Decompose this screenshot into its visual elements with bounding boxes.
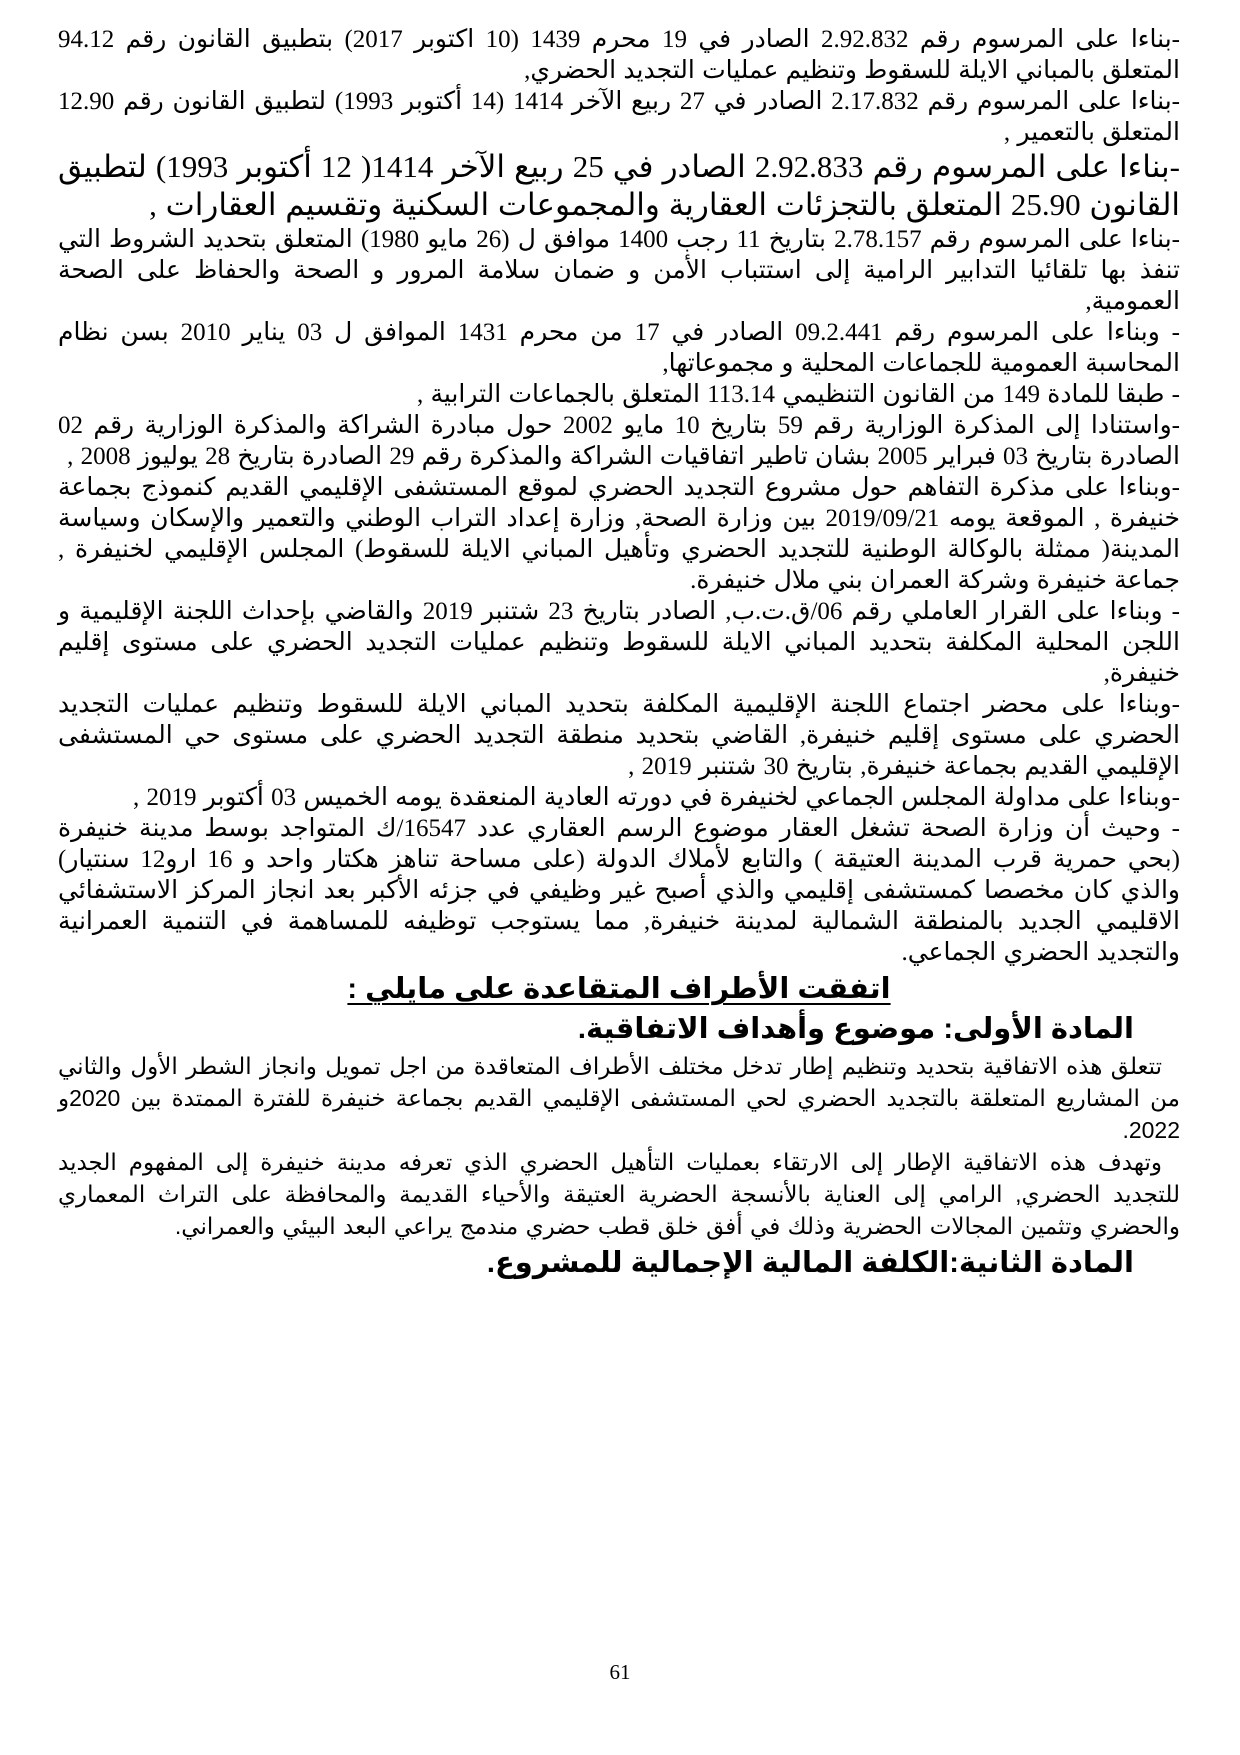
article-1-paragraph-1: تتعلق هذه الاتفاقية بتحديد وتنظيم إطار تدخل مختلف الأطراف المتعاقدة من اجل تمويل وانجاز الشطر الأول والثاني من المشاريع المتعلقة بالتجديد الحضري لحي المستشفى الإقليمي القديم بجماعة خنيفرة للفترة الممتدة بين 2020و 2022.	[58, 1053, 1180, 1143]
preamble-paragraph-9: - وبناءا على القرار العاملي رقم 06/ق.ت.ب, الصادر بتاريخ 23 شتنبر 2019 والقاضي بإحداث اللجنة الإقليمية و اللجن المحلية المكلفة بتحديد المباني الايلة للسقوط وتنظيم عمليات التجديد الحضري على مستوى إقليم خنيفرة,	[58, 598, 1180, 687]
article-1-title: المادة الأولى: موضوع وأهداف الاتفاقية.	[577, 1013, 1134, 1045]
preamble-paragraph-5: - وبناءا على المرسوم رقم 09.2.441 الصادر في 17 من محرم 1431 الموافق ل 03 يناير 2010 بسن نظام المحاسبة العمومية للجماعات المحلية و مجموعاتها,	[58, 319, 1181, 377]
preamble-paragraph-1: -بناءا على المرسوم رقم 2.92.832 الصادر في 19 محرم 1439 (10 اكتوبر 2017) بتطبيق القانون رقم 94.12 المتعلق بالمباني الايلة للسقوط وتنظيم عمليات التجديد الحضري,	[58, 26, 1180, 84]
article-2-title: المادة الثانية:الكلفة المالية الإجمالية للمشروع.	[486, 1247, 1134, 1279]
preamble-paragraph-7: -واستنادا إلى المذكرة الوزارية رقم 59 بتاريخ 10 مايو 2002 حول مبادرة الشراكة والمذكرة الوزارية رقم 02 الصادرة بتاريخ 03 فبراير 2005 بشان تاطير اتفاقيات الشراكة والمذكرة رقم 29 الصادرة بتاريخ 28 يوليوز 2008 ,	[58, 412, 1180, 470]
preamble-paragraph-8: -وبناءا على مذكرة التفاهم حول مشروع التجديد الحضري لموقع المستشفى الإقليمي القديم كنموذج بجماعة خنيفرة , الموقعة يومه 2019/09/21 بين وزارة الصحة, وزارة إعداد التراب الوطني والتعمير والإسكان وسياسة المدينة( ممثلة بالوكالة الوطنية للتجديد الحضري وتأهيل المباني الايلة للسقوط) المجلس الإقليمي لخنيفرة , جماعة خنيفرة وشركة العمران بني ملال خنيفرة.	[58, 474, 1180, 594]
article-1-paragraph-2: وتهدف هذه الاتفاقية الإطار إلى الارتقاء بعمليات التأهيل الحضري الذي تعرفه مدينة خنيفرة إلى المفهوم الجديد للتجديد الحضري, الرامي إلى العناية بالأنسجة الحضرية العتيقة والأحياء القديمة والمحافظة على التراث المعماري والحضري وتثمين المجالات الحضرية وذلك في أفق خلق قطب حضري مندمج يراعي البعد البيئي والعمراني.	[58, 1149, 1180, 1239]
preamble-paragraph-11: -وبناءا على مداولة المجلس الجماعي لخنيفرة في دورته العادية المنعقدة يومه الخميس 03 أكتوبر 2019 ,	[133, 784, 1180, 811]
preamble-paragraph-10: -وبناءا على محضر اجتماع اللجنة الإقليمية المكلفة بتحديد المباني الايلة للسقوط وتنظيم عمليات التجديد الحضري على مستوى إقليم خنيفرة, القاضي بتحديد منطقة التجديد الحضري على مستوى حي المستشفى الإقليمي القديم بجماعة خنيفرة, بتاريخ 30 شتنبر 2019 ,	[58, 691, 1180, 780]
page-number: 61	[609, 1660, 631, 1684]
preamble-paragraph-3: -بناءا على المرسوم رقم 2.92.833 الصادر في 25 ربيع الآخر 1414( 12 أكتوبر 1993) لتطبيق القانون 25.90 المتعلق بالتجزئات العقارية والمجموعات السكنية وتقسيم العقارات ,	[58, 149, 1180, 222]
preamble-paragraph-6: - طبقا للمادة 149 من القانون التنظيمي 113.14 المتعلق بالجماعات الترابية ,	[416, 381, 1180, 408]
preamble-paragraph-2: -بناءا على المرسوم رقم 2.17.832 الصادر في 27 ربيع الآخر 1414 (14 أكتوبر 1993) لتطبيق القانون رقم 12.90 المتعلق بالتعمير ,	[58, 88, 1181, 146]
agreement-heading	[58, 970, 1180, 1008]
preamble-paragraph-4: -بناءا على المرسوم رقم 2.78.157 بتاريخ 11 رجب 1400 موافق ل (26 مايو 1980) المتعلق بتحديد الشروط التي تنفذ بها تلقائيا التدابير الرامية إلى استتباب الأمن و ضمان سلامة المرور و الصحة والحفاظ على الصحة العمومية,	[58, 226, 1180, 315]
document-page	[58, 24, 1180, 1284]
agreement-heading-text: اتفقت الأطراف المتقاعدة على مايلي :	[347, 973, 891, 1005]
preamble-paragraph-12: - وحيث أن وزارة الصحة تشغل العقار موضوع الرسم العقاري عدد 16547/ك المتواجد بوسط مدينة خنيفرة (بحي حمرية قرب المدينة العتيقة ) والتابع لأملاك الدولة (على مساحة تناهز هكتار واحد و 16 ارو12 سنتيار) والذي كان مخصصا كمستشفى إقليمي والذي أصبح غير وظيفي في جزئه الأكبر بعد انجاز المركز الاستشفائي الاقليمي الجديد بالمنطقة الشمالية لمدينة خنيفرة, مما يستوجب توظيفه للمساهمة في التنمية العمرانية والتجديد الحضري الجماعي.	[58, 815, 1180, 966]
